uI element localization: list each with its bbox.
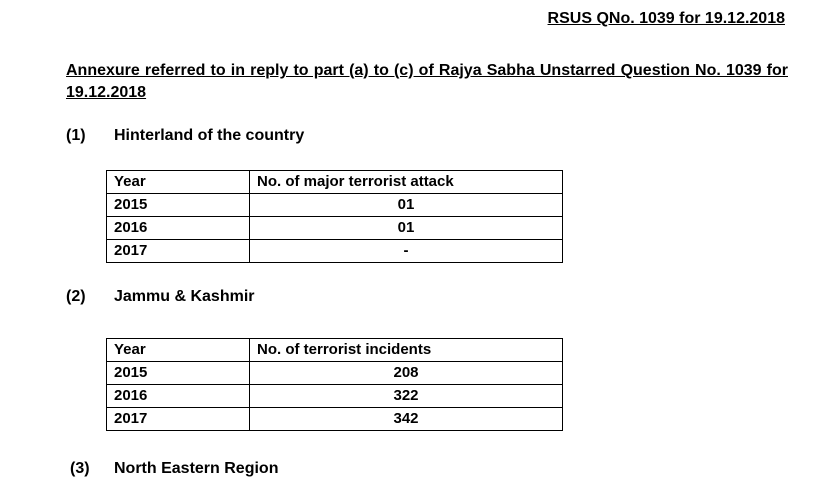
- section-1-title: Hinterland of the country: [114, 127, 305, 144]
- section-3-number: (3): [70, 460, 90, 477]
- header-attacks: No. of major terrorist attack: [250, 171, 563, 194]
- table-row: [107, 408, 563, 431]
- section-1-number: (1): [66, 127, 86, 144]
- table-row: [107, 385, 563, 408]
- value-cell: 208: [250, 362, 563, 385]
- year-cell: 2016: [107, 385, 250, 408]
- section-3-heading: [70, 460, 278, 478]
- hinterland-table: [106, 170, 563, 263]
- table-row: [107, 194, 563, 217]
- value-cell: 01: [250, 217, 563, 240]
- section-2-heading: [66, 288, 255, 306]
- table-header-row: [107, 171, 563, 194]
- reference-heading: RSUS QNo. 1039 for 19.12.2018: [547, 10, 785, 27]
- jammu-kashmir-table: [106, 338, 563, 431]
- year-cell: 2017: [107, 408, 250, 431]
- year-cell: 2015: [107, 194, 250, 217]
- section-2-number: (2): [66, 288, 86, 305]
- header-year: Year: [107, 171, 250, 194]
- value-cell: 342: [250, 408, 563, 431]
- section-3-title: North Eastern Region: [114, 460, 279, 477]
- value-cell: 322: [250, 385, 563, 408]
- annexure-title: Annexure referred to in reply to part (a) to (c) of Rajya Sabha Unstarred Question No. 1039 for 19.12.2018: [66, 62, 788, 101]
- header-incidents: No. of terrorist incidents: [250, 339, 563, 362]
- section-2-title: Jammu & Kashmir: [114, 288, 255, 305]
- year-cell: 2015: [107, 362, 250, 385]
- table-row: [107, 217, 563, 240]
- year-cell: 2017: [107, 240, 250, 263]
- table-header-row: [107, 339, 563, 362]
- table-row: [107, 362, 563, 385]
- table-row: [107, 240, 563, 263]
- value-cell: -: [250, 240, 563, 263]
- section-1-heading: [66, 127, 304, 145]
- header-year: Year: [107, 339, 250, 362]
- value-cell: 01: [250, 194, 563, 217]
- year-cell: 2016: [107, 217, 250, 240]
